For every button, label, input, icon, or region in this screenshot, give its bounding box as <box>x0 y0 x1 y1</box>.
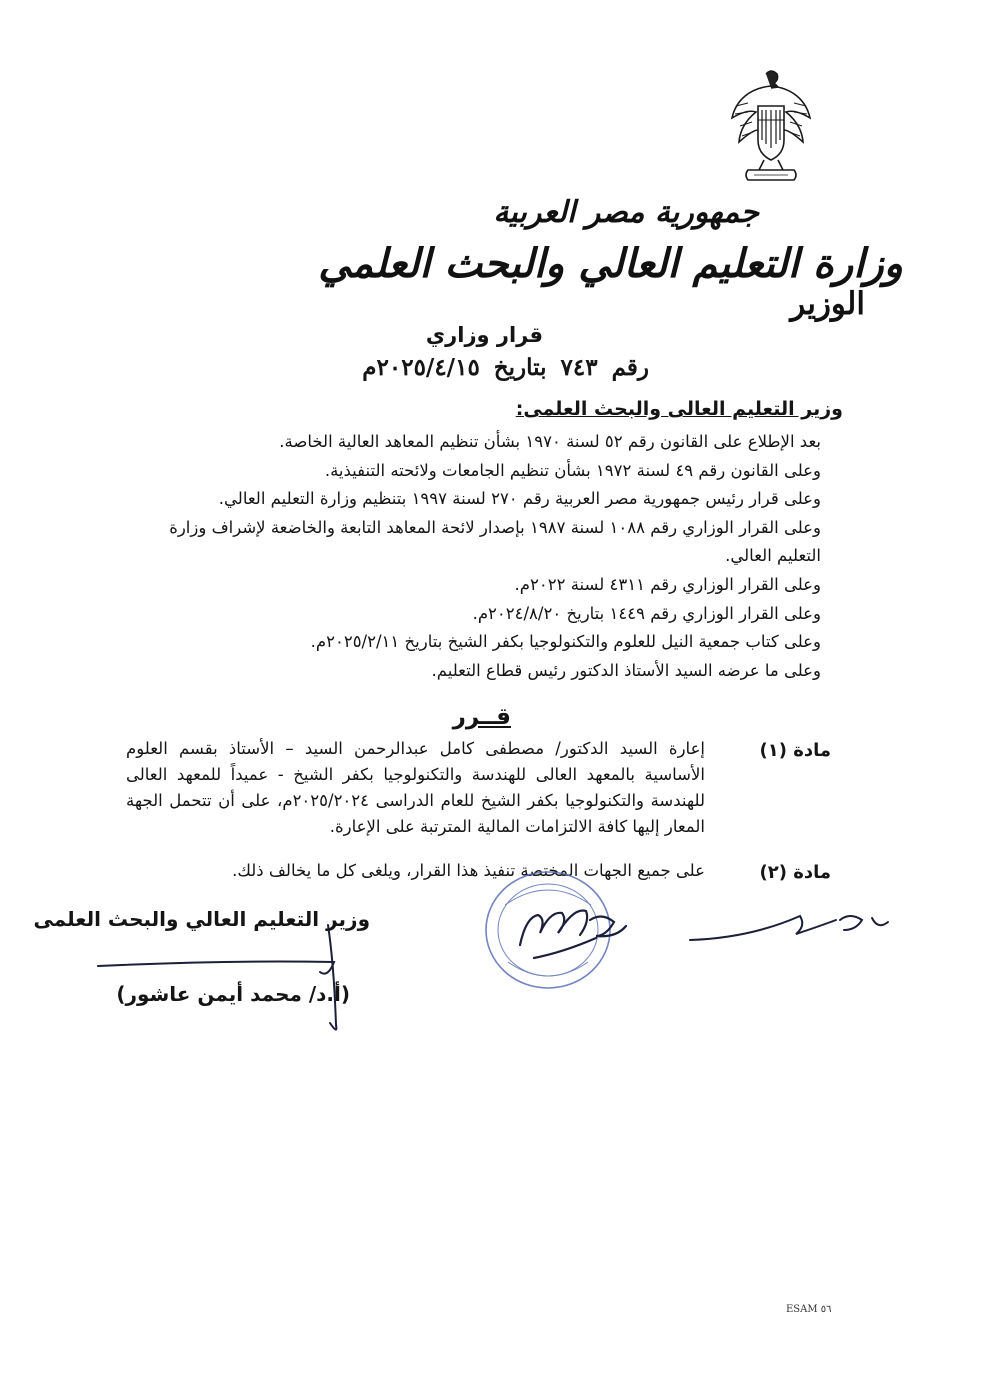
initials-signature-icon <box>690 916 888 940</box>
minister-title: الوزير <box>790 286 865 322</box>
minister-handwritten-signature-icon <box>520 910 626 958</box>
decree-date-label: بتاريخ <box>493 354 547 381</box>
article-2 <box>126 858 831 884</box>
article-label: مادة (٢) <box>759 862 831 883</box>
egypt-eagle-emblem-icon <box>730 66 812 196</box>
preamble-item: بعد الإطلاع على القانون رقم ٥٢ لسنة ١٩٧٠ بشأن تنظيم المعاهد العالية الخاصة. <box>279 432 821 451</box>
preamble-item: وعلى قرار رئيس جمهورية مصر العربية رقم ٢٧٠ لسنة ١٩٩٧ بتنظيم وزارة التعليم العالي. <box>218 489 821 509</box>
article-text: إعارة السيد الدكتور/ مصطفى كامل عبدالرحمن السيد – الأستاذ بقسم العلوم الأساسية بالمعهد العالى للهندسة والتكنولوجيا بكفر الشيخ - عميداً للمعهد العالى للهندسة والتكنولوجيا بكفر الشيخ للعام الدراسى ٢٠٢٥/٢٠٢٤م، على أن تتحمل الجهة المعار إليها كافة الالتزامات المالية المترتبة على الإعارة. <box>126 739 705 836</box>
minister-heading: وزير التعليم العالى والبحث العلمى: <box>515 398 843 420</box>
preamble-item: وعلى كتاب جمعية النيل للعلوم والتكنولوجيا بكفر الشيخ بتاريخ ٢٠٢٥/٢/١١م. <box>310 632 821 652</box>
signature-name: (أ.د/ محمد أيمن عاشور) <box>116 982 350 1006</box>
preamble-item: وعلى القرار الوزاري رقم ١٤٤٩ بتاريخ ٢٠٢٤/٨/٢٠م. <box>472 603 821 623</box>
ministry-name: وزارة التعليم العالي والبحث العلمي <box>318 240 903 287</box>
left-signature-stroke-icon <box>98 925 336 1030</box>
article-1 <box>126 736 831 840</box>
preamble-item: وعلى القرار الوزاري رقم ١٠٨٨ لسنة ١٩٨٧ بإصدار لائحة المعاهد التابعة والخاضعة لإشراف وزارة التعليم العالي. <box>169 517 821 566</box>
decided-heading: قــرر <box>452 704 511 730</box>
official-stamp-icon <box>486 872 610 988</box>
article-label: مادة (١) <box>759 740 831 761</box>
preamble-item: وعلى ما عرضه السيد الأستاذ الدكتور رئيس قطاع التعليم. <box>431 660 821 680</box>
article-text: على جميع الجهات المختصة تنفيذ هذا القرار، ويلغى كل ما يخالف ذلك. <box>232 861 705 880</box>
preamble-item: وعلى القانون رقم ٤٩ لسنة ١٩٧٢ بشأن تنظيم الجامعات ولائحته التنفيذية. <box>324 460 821 480</box>
decree-date: ٢٠٢٥/٤/١٥م <box>362 354 480 381</box>
decree-number: ٧٤٣ <box>560 354 598 381</box>
preamble <box>121 428 821 685</box>
footer-code: ESAM ٥٦ <box>786 1304 832 1315</box>
republic-name: جمهورية مصر العربية <box>493 195 759 230</box>
preamble-item: وعلى القرار الوزاري رقم ٤٣١١ لسنة ٢٠٢٢م. <box>514 574 821 594</box>
decree-number-line <box>348 354 649 381</box>
decree-title: قرار وزاري <box>425 323 543 347</box>
decree-number-label: رقم <box>611 354 649 381</box>
signature-title: وزير التعليم العالي والبحث العلمى <box>33 907 370 931</box>
